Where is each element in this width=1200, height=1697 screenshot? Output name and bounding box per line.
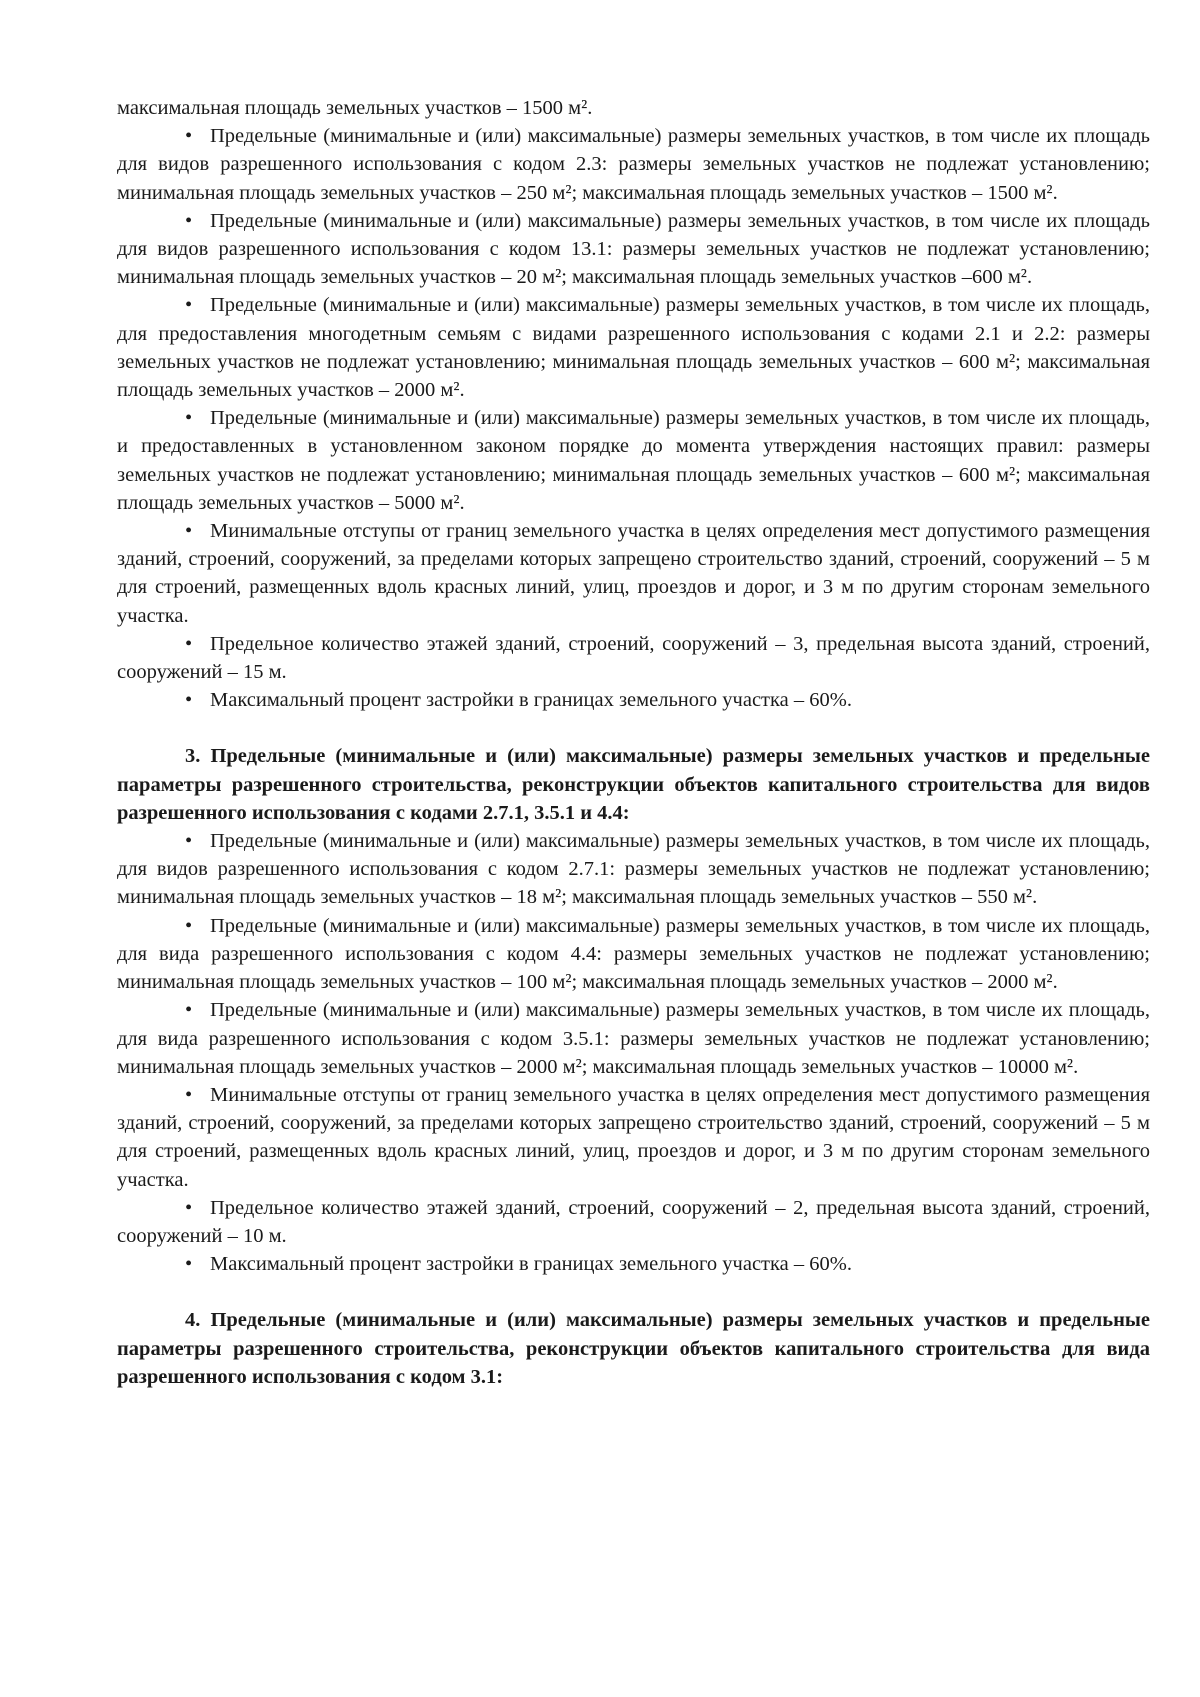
list-item — [117, 912, 1150, 997]
bullet-icon: • — [185, 209, 193, 232]
list-item — [117, 1194, 1150, 1250]
section-heading: 3. Предельные (минимальные и (или) максимальные) размеры земельных участков и предельные параметры разрешенного строительства, реконструкции объектов капитального строительства для видов разрешенного использования с кодами 2.7.1, 3.5.1 и 4.4: — [117, 745, 1150, 824]
list-item — [117, 291, 1150, 404]
bullet-icon: • — [185, 632, 193, 655]
list-item — [117, 686, 1150, 714]
bullet-icon: • — [185, 294, 193, 317]
list-item — [117, 1081, 1150, 1194]
bullet-icon: • — [185, 999, 193, 1022]
bullet-icon: • — [185, 407, 193, 430]
bullet-icon: • — [185, 914, 193, 937]
list-item-text: Предельные (минимальные и (или) максимальные) размеры земельных участков, в том числе их площадь, для видов разрешенного использования с кодом 2.7.1: размеры земельных участков не подлежат установлению; минимальная площадь земельных участков – 18 м²; максимальная площадь земельных участков – 550 м². — [117, 830, 1150, 909]
bullet-icon: • — [185, 1253, 193, 1276]
list-item-text: Предельное количество этажей зданий, строений, сооружений – 3, предельная высота зданий, строений, сооружений – 15 м. — [117, 632, 1150, 684]
list-item — [117, 996, 1150, 1081]
bullet-icon: • — [185, 520, 193, 543]
list-item — [117, 630, 1150, 686]
list-item-text: Предельные (минимальные и (или) максимальные) размеры земельных участков, в том числе их площадь для видов разрешенного использования с кодом 13.1: размеры земельных участков не подлежат установлению; минимальная площадь земельных участков – 20 м²; максимальная площадь земельных участков –600 м². — [117, 209, 1150, 289]
list-item — [117, 1250, 1150, 1278]
list-item — [117, 517, 1150, 630]
list-item-text: Предельные (минимальные и (или) максимальные) размеры земельных участков, в том числе их площадь, для предоставления многодетным семьям с видами разрешенного использования с кодами 2.1 и 2.2: размеры земельных участков не подлежат установлению; минимальная площадь земельных участков – 600 м²; максимальная площадь земельных участков – 2000 м². — [117, 294, 1150, 402]
document-page — [117, 94, 1150, 1391]
bullet-icon: • — [185, 689, 193, 712]
bullet-icon: • — [185, 1083, 193, 1106]
bullet-icon: • — [185, 1196, 193, 1219]
list-item-text: Максимальный процент застройки в границах земельного участка – 60%. — [210, 1253, 852, 1276]
bullet-icon: • — [185, 830, 193, 853]
list-item — [117, 404, 1150, 517]
list-item-text: Минимальные отступы от границ земельного участка в целях определения мест допустимого размещения зданий, строений, сооружений, за пределами которых запрещено строительство зданий, строений, сооружений – 5 м для строений, размещенных вдоль красных линий, улиц, проездов и дорог, и 3 м по другим сторонам земельного участка. — [117, 520, 1150, 627]
list-item — [117, 207, 1150, 292]
intro-line: максимальная площадь земельных участков – 1500 м². — [117, 97, 593, 119]
list-item-text: Предельные (минимальные и (или) максимальные) размеры земельных участков, в том числе их площадь, и предоставленных в установленном законом порядке до момента утверждения настоящих правил: размеры земельных участков не подлежат установлению; минимальная площадь земельных участков – 600 м²; максимальная площадь земельных участков – 5000 м². — [117, 407, 1150, 514]
section-heading: 4. Предельные (минимальные и (или) максимальные) размеры земельных участков и предельные параметры разрешенного строительства, реконструкции объектов капитального строительства для вида разрешенного использования с кодом 3.1: — [117, 1309, 1150, 1388]
list-item — [117, 122, 1150, 207]
list-item — [117, 827, 1150, 912]
bullet-icon: • — [185, 125, 193, 148]
list-item-text: Минимальные отступы от границ земельного участка в целях определения мест допустимого размещения зданий, строений, сооружений, за пределами которых запрещено строительство зданий, строений, сооружений – 5 м для строений, размещенных вдоль красных линий, улиц, проездов и дорог, и 3 м по другим сторонам земельного участка. — [117, 1083, 1150, 1191]
list-item-text: Предельные (минимальные и (или) максимальные) размеры земельных участков, в том числе их площадь, для вида разрешенного использования с кодом 3.5.1: размеры земельных участков не подлежат установлению; минимальная площадь земельных участков – 2000 м²; максимальная площадь земельных участков – 10000 м². — [117, 999, 1150, 1078]
list-item-text: Предельное количество этажей зданий, строений, сооружений – 2, предельная высота зданий, строений, сооружений – 10 м. — [117, 1196, 1150, 1247]
list-item-text: Предельные (минимальные и (или) максимальные) размеры земельных участков, в том числе их площадь, для вида разрешенного использования с кодом 4.4: размеры земельных участков не подлежат установлению; минимальная площадь земельных участков – 100 м²; максимальная площадь земельных участков – 2000 м². — [117, 914, 1150, 994]
list-item-text: Предельные (минимальные и (или) максимальные) размеры земельных участков, в том числе их площадь для видов разрешенного использования с кодом 2.3: размеры земельных участков не подлежат установлению; минимальная площадь земельных участков – 250 м²; максимальная площадь земельных участков – 1500 м². — [117, 125, 1150, 204]
list-item-text: Максимальный процент застройки в границах земельного участка – 60%. — [210, 689, 852, 712]
